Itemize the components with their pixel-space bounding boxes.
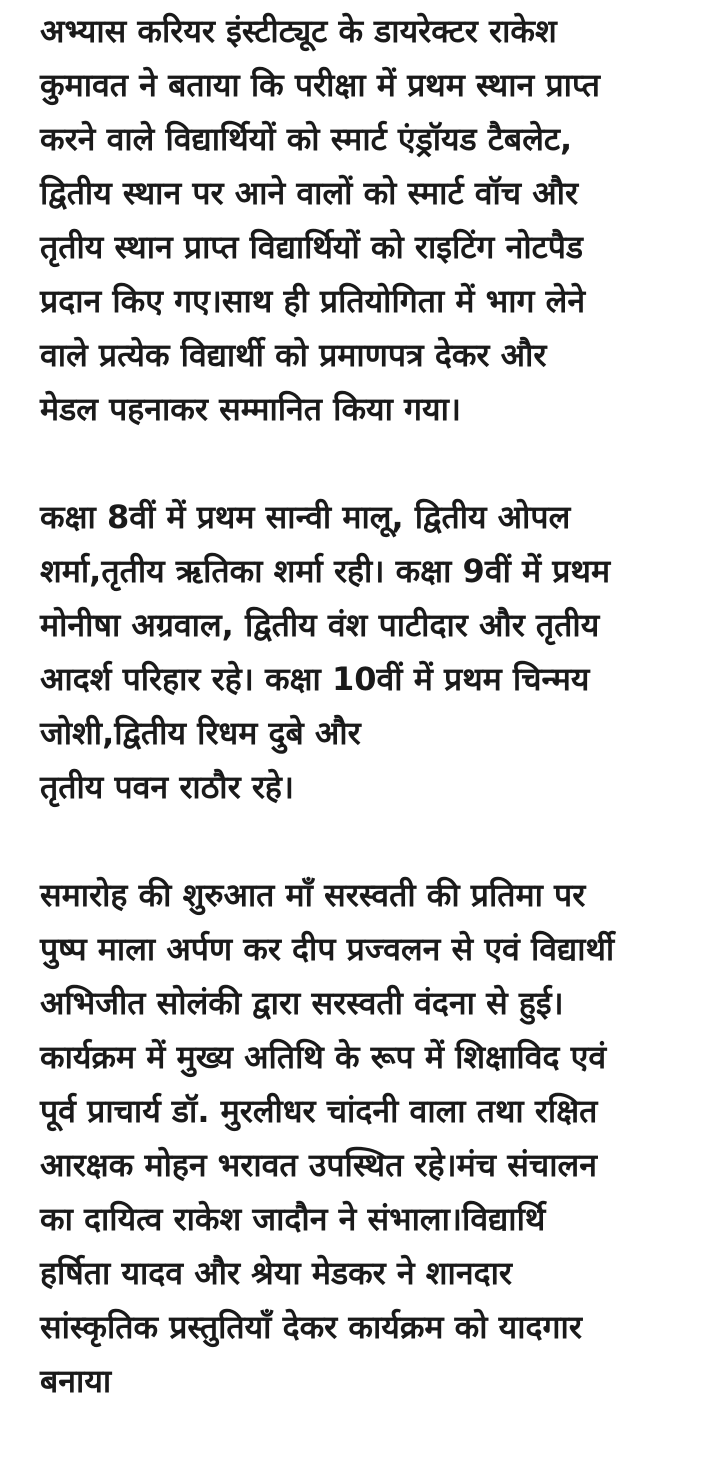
paragraph-winners (40, 490, 690, 814)
text-line: जोशी,द्वितीय रिधम दुबे और (40, 714, 361, 752)
text-line: मेडल पहनाकर सम्मानित किया गया। (40, 390, 462, 428)
text-line: पुष्प माला अर्पण कर दीप प्रज्वलन से एवं विद्यार्थी (40, 930, 615, 968)
text-line: बनाया (40, 1362, 112, 1400)
text-line: का दायित्व राकेश जादौन ने संभाला।विद्यार्थि (40, 1200, 546, 1238)
text-line: कार्यक्रम में मुख्य अतिथि के रूप में शिक्षाविद एवं (40, 1038, 607, 1076)
text-line: कुमावत ने बताया कि परीक्षा में प्रथम स्थान प्राप्त (40, 66, 601, 104)
text-line: अभिजीत सोलंकी द्वारा सरस्वती वंदना से हुई। (40, 984, 564, 1022)
text-line: वाले प्रत्येक विद्यार्थी को प्रमाणपत्र देकर और (40, 336, 547, 374)
text-line: पूर्व प्राचार्य डॉ. मुरलीधर चांदनी वाला तथा रक्षित (40, 1092, 598, 1130)
text-line: तृतीय पवन राठौर रहे। (40, 768, 295, 806)
text-line: सांस्कृतिक प्रस्तुतियाँ देकर कार्यक्रम को यादगार (40, 1308, 582, 1346)
paragraph-ceremony (40, 868, 690, 1408)
text-line: मोनीषा अग्रवाल, द्वितीय वंश पाटीदार और तृतीय (40, 606, 600, 644)
article-body (40, 4, 690, 1408)
text-line: समारोह की शुरुआत माँ सरस्वती की प्रतिमा पर (40, 876, 586, 914)
text-line: करने वाले विद्यार्थियों को स्मार्ट एंड्रॉयड टैबलेट, (40, 120, 573, 158)
text-line: कक्षा 8वीं में प्रथम सान्वी मालू, द्वितीय ओपल (40, 498, 571, 536)
text-line: आदर्श परिहार रहे। कक्षा 10वीं में प्रथम चिन्मय (40, 660, 590, 698)
text-line: प्रदान किए गए।साथ ही प्रतियोगिता में भाग लेने (40, 282, 586, 320)
text-line: तृतीय स्थान प्राप्त विद्यार्थियों को राइटिंग नोटपैड (40, 228, 584, 266)
text-line: आरक्षक मोहन भरावत उपस्थित रहे।मंच संचालन (40, 1146, 597, 1184)
text-line: अभ्यास करियर इंस्टीट्यूट के डायरेक्टर राकेश (40, 12, 557, 50)
text-line: शर्मा,तृतीय ऋतिका शर्मा रही। कक्षा 9वीं में प्रथम (40, 552, 611, 590)
paragraph-prizes (40, 4, 690, 436)
text-line: हर्षिता यादव और श्रेया मेडकर ने शानदार (40, 1254, 512, 1292)
text-line: द्वितीय स्थान पर आने वालों को स्मार्ट वॉच और (40, 174, 579, 212)
